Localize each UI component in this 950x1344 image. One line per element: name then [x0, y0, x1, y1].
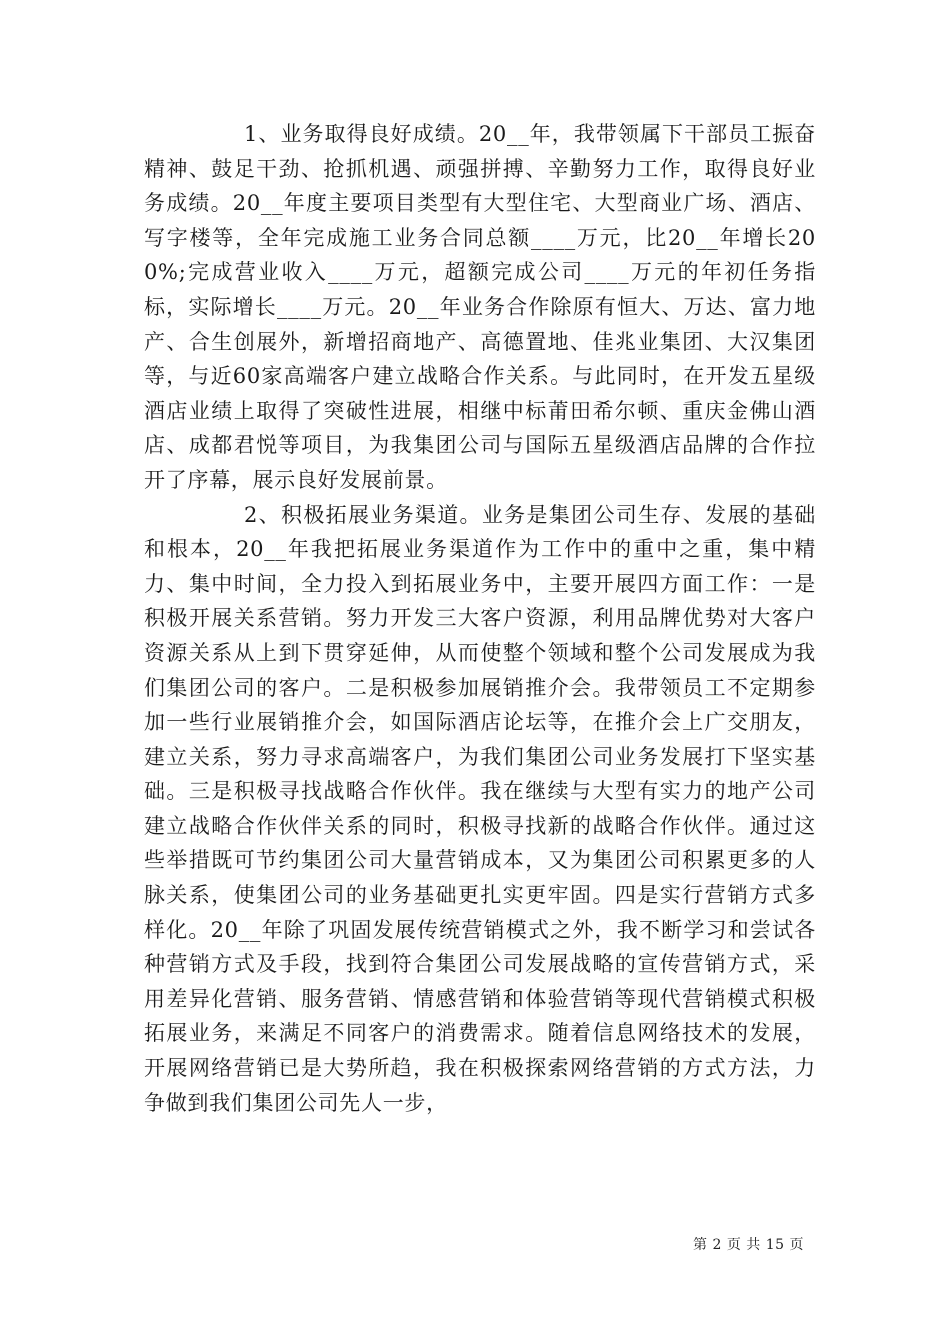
document-body [144, 117, 816, 1120]
paragraph-expand-channels: 2、积极拓展业务渠道。业务是集团公司生存、发展的基础和根本，20__年我把拓展业务渠道作为工作中的重中之重，集中精力、集中时间，全力投入到拓展业务中，主要开展四方面工作：一是积极开展关系营销。努力开发三大客户资源，利用品牌优势对大客户资源关系从上到下贯穿延伸，从而使整个领域和整个公司发展成为我们集团公司的客户。二是积极参加展销推介会。我带领员工不定期参加一些行业展销推介会，如国际酒店论坛等，在推介会上广交朋友，建立关系，努力寻求高端客户，为我们集团公司业务发展打下坚实基础。三是积极寻找战略合作伙伴。我在继续与大型有实力的地产公司建立战略合作伙伴关系的同时，积极寻找新的战略合作伙伴。通过这些举措既可节约集团公司大量营销成本，又为集团公司积累更多的人脉关系，使集团公司的业务基础更扎实更牢固。四是实行营销方式多样化。20__年除了巩固发展传统营销模式之外，我不断学习和尝试各种营销方式及手段，找到符合集团公司发展战略的宣传营销方式，采用差异化营销、服务营销、情感营销和体验营销等现代营销模式积极拓展业务，来满足不同客户的消费需求。随着信息网络技术的发展，开展网络营销已是大势所趋，我在积极探索网络营销的方式方法，力争做到我们集团公司先人一步， [144, 502, 816, 1115]
paragraph-business-results: 1、业务取得良好成绩。20__年，我带领属下干部员工振奋精神、鼓足干劲、抢抓机遇、顽强拼搏、辛勤努力工作，取得良好业务成绩。20__年度主要项目类型有大型住宅、大型商业广场、酒店、写字楼等，全年完成施工业务合同总额____万元，比20__年增长200%;完成营业收入____万元，超额完成公司____万元的年初任务指标，实际增长____万元。20__年业务合作除原有恒大、万达、富力地产、合生创展外，新增招商地产、高德置地、佳兆业集团、大汉集团等，与近60家高端客户建立战略合作关系。与此同时，在开发五星级酒店业绩上取得了突破性进展，相继中标莆田希尔顿、重庆金佛山酒店、成都君悦等项目，为我集团公司与国际五星级酒店品牌的合作拉开了序幕，展示良好发展前景。 [144, 122, 816, 492]
page-number-footer: 第 2 页 共 15 页 [693, 1237, 804, 1253]
